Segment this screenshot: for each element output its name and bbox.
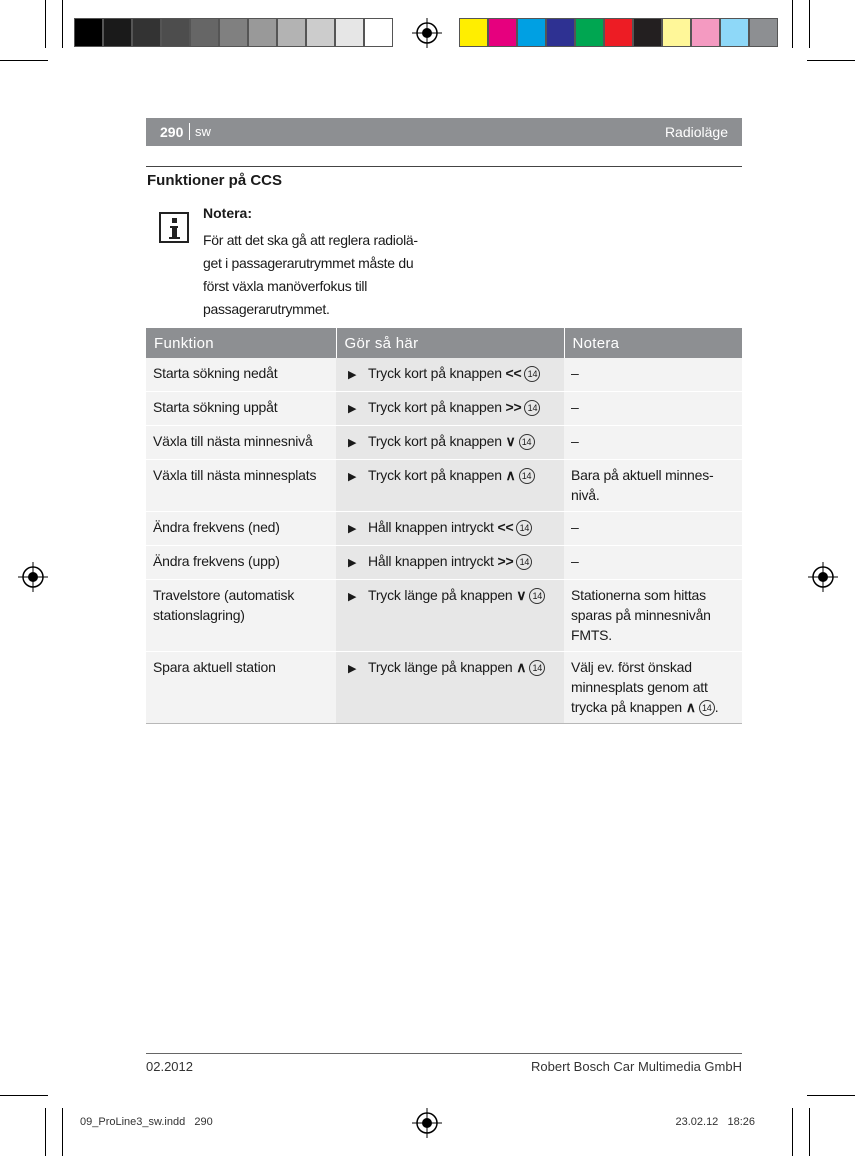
note-title: Notera: [203,205,253,221]
color-swatch [459,18,488,47]
button-number: 14 [519,434,535,450]
color-swatch [488,18,517,47]
crop-mark [62,0,63,48]
action-text: Tryck länge på knappen [368,587,513,603]
note-text: Välj ev. först önskad minnesplats genom att trycka på knappen [571,659,708,715]
function-cell: Starta sökning nedåt [146,358,336,392]
crop-mark [807,1095,855,1096]
action-cell [336,580,564,652]
action-cell [336,426,564,460]
table-row [146,580,742,652]
table-header-row [146,328,742,358]
crop-mark [807,60,855,61]
color-swatch [720,18,749,47]
color-swatch [277,18,306,47]
registration-mark-icon [808,562,838,592]
action-text: Håll knappen intryckt [368,519,494,535]
note-end: . [714,699,719,715]
action-cell [336,652,564,724]
color-swatch [604,18,633,47]
button-number: 14 [519,468,535,484]
table-row [146,460,742,512]
button-symbol: ∨ [516,587,527,603]
button-symbol: >> [497,553,514,569]
color-swatch [74,18,103,47]
button-number: 14 [529,660,545,676]
note-cell: – [564,426,742,460]
crop-mark [0,60,48,61]
column-header: Gör så här [336,328,564,358]
color-swatch [517,18,546,47]
note-body [203,229,428,321]
button-symbol: ∨ [505,433,516,449]
crop-mark [809,0,810,48]
action-text: Tryck länge på knappen [368,659,513,675]
color-swatch [364,18,393,47]
action-cell [336,512,564,546]
button-number: 14 [516,554,532,570]
button-symbol: ∧ [516,659,527,675]
note-line: get i passagerarutrymmet måste du [203,255,414,271]
button-symbol: << [505,365,522,381]
section-name: Radioläge [664,124,728,140]
table-row [146,358,742,392]
table-row [146,512,742,546]
action-text: Tryck kort på knappen [368,365,502,381]
action-text: Tryck kort på knappen [368,467,502,483]
bullet-arrow-icon: ▶ [348,523,357,535]
registration-mark-icon [412,18,442,48]
color-swatch [662,18,691,47]
note-cell: – [564,546,742,580]
language-code: sw [195,124,211,139]
note-cell: – [564,358,742,392]
button-number: 14 [524,400,540,416]
bullet-arrow-icon: ▶ [348,437,357,449]
note-line: passagerarutrymmet. [203,301,330,317]
table-row [146,546,742,580]
page-header [146,118,742,146]
function-cell: Växla till nästa minnesplats [146,460,336,512]
note-cell: – [564,512,742,546]
button-number: 14 [699,700,715,716]
footer-divider [146,1053,742,1054]
column-header: Funktion [146,328,336,358]
footer-date: 02.2012 [146,1059,193,1074]
page-number: 290 [160,124,184,140]
action-cell [336,392,564,426]
bullet-arrow-icon: ▶ [348,557,357,569]
crop-mark [792,1108,793,1156]
action-text: Håll knappen intryckt [368,553,494,569]
crop-mark [0,1095,48,1096]
note-line: först växla manöverfokus till [203,278,368,294]
button-symbol: >> [505,399,522,415]
registration-mark-icon [412,1108,442,1138]
crop-mark [809,1108,810,1156]
crop-mark [62,1108,63,1156]
color-swatch [219,18,248,47]
action-cell [336,358,564,392]
note-cell: Bara på aktuell minnes-nivå. [564,460,742,512]
crop-mark [45,1108,46,1156]
function-cell: Spara aktuell station [146,652,336,724]
table-row [146,652,742,724]
note-cell [564,652,742,724]
action-cell [336,460,564,512]
button-number: 14 [524,366,540,382]
bullet-arrow-icon: ▶ [348,591,357,603]
color-swatch [190,18,219,47]
color-swatch [691,18,720,47]
table-row [146,392,742,426]
info-icon [159,212,189,243]
header-divider [189,123,190,140]
button-number: 14 [516,520,532,536]
function-cell: Ändra frekvens (upp) [146,546,336,580]
note-cell: – [564,392,742,426]
divider [146,166,742,167]
action-text: Tryck kort på knappen [368,433,502,449]
crop-mark [45,0,46,48]
crop-mark [792,0,793,48]
color-swatch [546,18,575,47]
color-swatch [248,18,277,47]
function-cell: Travelstore (automatisk stationslagring) [146,580,336,652]
function-cell: Starta sökning uppåt [146,392,336,426]
color-swatch [335,18,364,47]
slug-timestamp: 23.02.12 18:26 [675,1116,755,1128]
slug-filename: 09_ProLine3_sw.indd 290 [80,1116,213,1128]
color-swatch [103,18,132,47]
bullet-arrow-icon: ▶ [348,663,357,675]
color-swatch [749,18,778,47]
bullet-arrow-icon: ▶ [348,369,357,381]
footer-company: Robert Bosch Car Multimedia GmbH [531,1059,742,1074]
section-title: Funktioner på CCS [147,172,283,189]
button-symbol: ∧ [685,699,696,715]
function-cell: Växla till nästa minnesnivå [146,426,336,460]
action-text: Tryck kort på knappen [368,399,502,415]
color-swatch [575,18,604,47]
bullet-arrow-icon: ▶ [348,471,357,483]
note-cell: Stationerna som hittas sparas på minnesnivån FMTS. [564,580,742,652]
column-header: Notera [564,328,742,358]
functions-table [146,328,742,724]
registration-mark-icon [18,562,48,592]
color-swatch [306,18,335,47]
color-swatch [161,18,190,47]
bullet-arrow-icon: ▶ [348,403,357,415]
note-line: För att det ska gå att reglera radiolä- [203,232,418,248]
color-swatch [633,18,662,47]
button-number: 14 [529,588,545,604]
color-swatch [132,18,161,47]
table-row [146,426,742,460]
button-symbol: ∧ [505,467,516,483]
button-symbol: << [497,519,514,535]
function-cell: Ändra frekvens (ned) [146,512,336,546]
action-cell [336,546,564,580]
